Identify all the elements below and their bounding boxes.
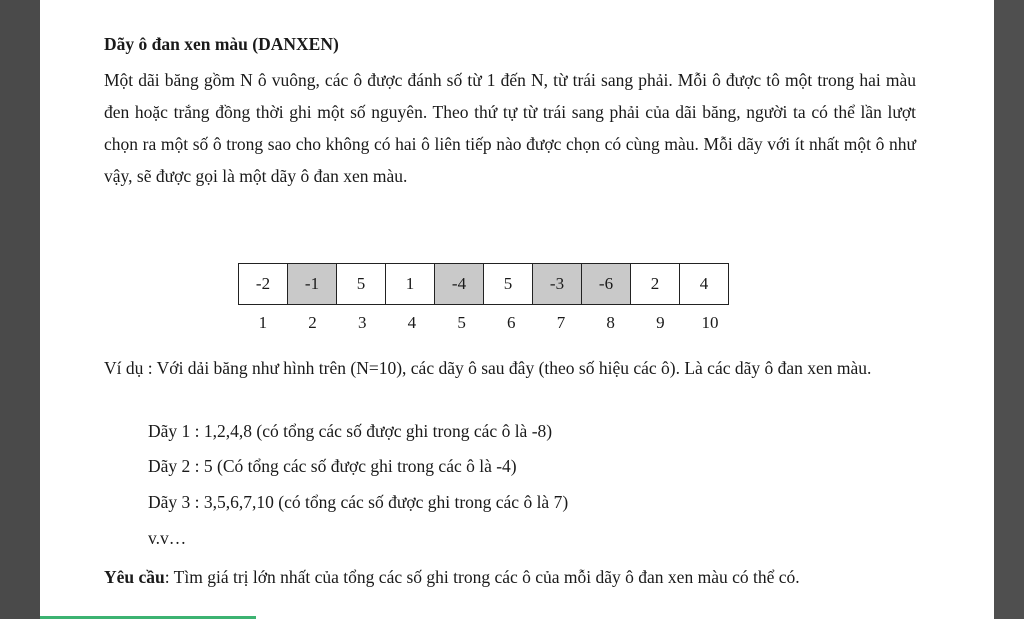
sequence-2: Dãy 2 : 5 (Có tổng các số được ghi trong các ô là -4) [148,456,517,476]
strip-cell-7: -3 [533,264,582,305]
cell-index-9: 9 [656,313,665,332]
cell-index-2: 2 [308,313,317,332]
requirement [104,562,916,592]
strip-cell-4: 1 [386,264,435,305]
strip-cell-5: -4 [435,264,484,305]
cell-index-10: 10 [701,313,719,332]
strip-cell-10: 4 [680,264,729,305]
strip-cell-1: -2 [239,264,288,305]
cell-index-5: 5 [457,313,466,332]
example-text: Ví dụ : Với dải băng như hình trên (N=10), các dãy ô sau đây (theo số hiệu các ô). Là các dãy ô đan xen màu. [104,358,872,378]
problem-intro: Một dãi băng gồm N ô vuông, các ô được đánh số từ 1 đến N, từ trái sang phải. Mỗi ô được tô một trong hai màu đen hoặc trắng đồng thời ghi một số nguyên. Theo thứ tự từ trái sang phải của dãi băng, người ta có thể lần lượt chọn ra một số ô trong sao cho không có hai ô liên tiếp nào được chọn có cùng màu. Mỗi dãy với ít nhất một ô như vậy, sẽ được gọi là một dãy ô đan xen màu. [104,70,916,186]
strip-cell-3: 5 [337,264,386,305]
viewer-scrollbar[interactable] [994,0,1024,619]
strip-cell-9: 2 [631,264,680,305]
requirement-label: Yêu cầu [104,567,165,587]
cell-indices [238,313,735,333]
sequence-etc: v.v… [148,528,187,548]
requirement-text: : Tìm giá trị lớn nhất của tổng các số ghi trong các ô của mỗi dãy ô đan xen màu có thể có. [164,567,800,587]
problem-title: Dãy ô đan xen màu (DANXEN) [104,34,339,54]
sequence-1: Dãy 1 : 1,2,4,8 (có tổng các số được ghi trong các ô là -8) [148,421,553,441]
cell-index-6: 6 [507,313,516,332]
strip-cell-2: -1 [288,264,337,305]
strip-cell-8: -6 [582,264,631,305]
cell-index-7: 7 [556,313,566,332]
sequence-3: Dãy 3 : 3,5,6,7,10 (có tổng các số được ghi trong các ô là 7) [148,492,569,512]
strip-cell-6: 5 [484,264,533,305]
cell-index-3: 3 [357,313,367,332]
cell-index-1: 1 [258,313,268,332]
cell-index-8: 8 [606,313,615,332]
viewer-left-margin [0,0,40,619]
document-page [40,0,994,619]
color-strip [238,263,729,305]
cell-index-4: 4 [407,313,417,332]
